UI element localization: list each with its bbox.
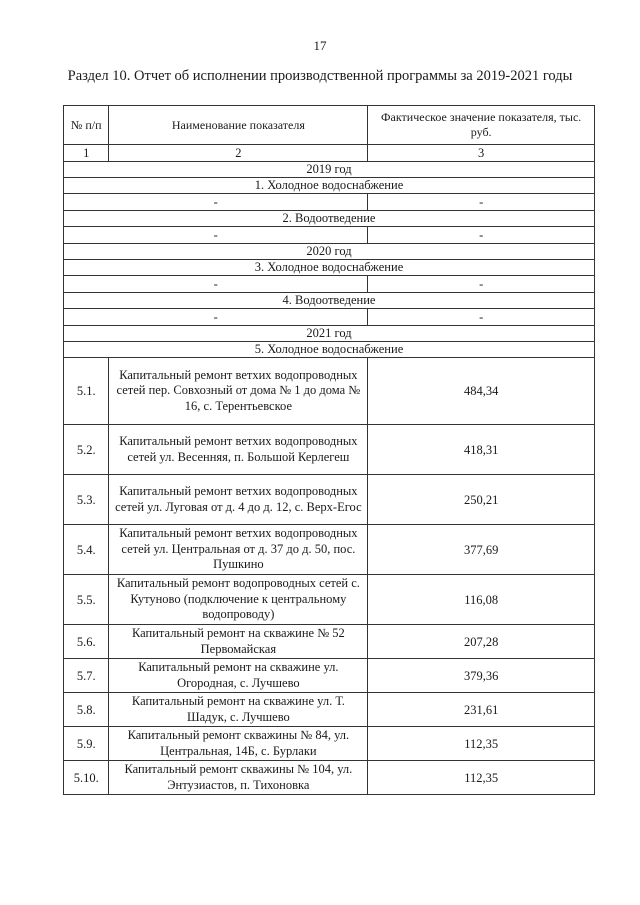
item-value: 250,21 <box>368 475 595 525</box>
table-cell: - <box>64 309 368 326</box>
table-row <box>64 309 595 326</box>
table-row <box>64 625 595 659</box>
item-name: Капитальный ремонт на скважине № 52 Первомайская <box>109 625 368 659</box>
item-name: Капитальный ремонт скважины № 84, ул. Центральная, 14Б, с. Бурлаки <box>109 727 368 761</box>
column-number-row <box>64 145 595 162</box>
item-value: 484,34 <box>368 358 595 425</box>
year-label: 2020 год <box>64 244 595 260</box>
table-cell: - <box>368 309 595 326</box>
year-label: 2019 год <box>64 162 595 178</box>
year-row <box>64 162 595 178</box>
table-row <box>64 575 595 625</box>
item-number: 5.8. <box>64 693 109 727</box>
header-number: № п/п <box>64 106 109 145</box>
item-value: 207,28 <box>368 625 595 659</box>
item-number: 5.2. <box>64 425 109 475</box>
item-name: Капитальный ремонт водопроводных сетей с. Кутуново (подключение к центральному водопроводу) <box>109 575 368 625</box>
item-name: Капитальный ремонт ветхих водопроводных сетей ул. Луговая от д. 4 до д. 12, с. Верх-Егос <box>109 475 368 525</box>
item-name: Капитальный ремонт на скважине ул. Т. Шадук, с. Лучшево <box>109 693 368 727</box>
section-label: 4. Водоотведение <box>64 293 595 309</box>
item-number: 5.1. <box>64 358 109 425</box>
table-row <box>64 727 595 761</box>
section-label: 3. Холодное водоснабжение <box>64 260 595 276</box>
item-value: 231,61 <box>368 693 595 727</box>
table-cell: - <box>64 227 368 244</box>
table-row <box>64 425 595 475</box>
header-value: Фактическое значение показателя, тыс. руб. <box>368 106 595 145</box>
year-row <box>64 244 595 260</box>
page-number: 17 <box>313 38 327 53</box>
table-cell: - <box>368 276 595 293</box>
item-value: 418,31 <box>368 425 595 475</box>
column-number: 1 <box>64 145 109 162</box>
table-cell: - <box>64 194 368 211</box>
section-label: 1. Холодное водоснабжение <box>64 178 595 194</box>
table-row <box>64 693 595 727</box>
column-number: 2 <box>109 145 368 162</box>
item-name: Капитальный ремонт ветхих водопроводных сетей ул. Весенняя, п. Большой Керлегеш <box>109 425 368 475</box>
section-label: 5. Холодное водоснабжение <box>64 342 595 358</box>
table-row <box>64 227 595 244</box>
table-row <box>64 475 595 525</box>
item-value: 377,69 <box>368 525 595 575</box>
year-row <box>64 326 595 342</box>
item-value: 112,35 <box>368 727 595 761</box>
section-title: Раздел 10. Отчет об исполнении производственной программы за 2019-2021 годы <box>67 68 573 84</box>
section-row <box>64 293 595 309</box>
item-number: 5.3. <box>64 475 109 525</box>
table-cell: - <box>64 276 368 293</box>
year-label: 2021 год <box>64 326 595 342</box>
section-row <box>64 342 595 358</box>
item-number: 5.7. <box>64 659 109 693</box>
item-number: 5.9. <box>64 727 109 761</box>
table-row <box>64 525 595 575</box>
table-cell: - <box>368 194 595 211</box>
table-row <box>64 276 595 293</box>
item-number: 5.10. <box>64 761 109 795</box>
section-label: 2. Водоотведение <box>64 211 595 227</box>
item-value: 116,08 <box>368 575 595 625</box>
item-number: 5.5. <box>64 575 109 625</box>
item-number: 5.4. <box>64 525 109 575</box>
section-row <box>64 178 595 194</box>
table-row <box>64 194 595 211</box>
section-row <box>64 260 595 276</box>
table-row <box>64 358 595 425</box>
item-value: 112,35 <box>368 761 595 795</box>
item-value: 379,36 <box>368 659 595 693</box>
item-name: Капитальный ремонт ветхих водопроводных сетей пер. Совхозный от дома № 1 до дома № 16, с. Терентьевское <box>109 358 368 425</box>
section-row <box>64 211 595 227</box>
table-header-row <box>64 106 595 145</box>
item-name: Капитальный ремонт ветхих водопроводных сетей ул. Центральная от д. 37 до д. 50, пос. Пушкино <box>109 525 368 575</box>
report-table <box>63 105 595 795</box>
item-name: Капитальный ремонт скважины № 104, ул. Энтузиастов, п. Тихоновка <box>109 761 368 795</box>
column-number: 3 <box>368 145 595 162</box>
table-row <box>64 659 595 693</box>
table-row <box>64 761 595 795</box>
item-number: 5.6. <box>64 625 109 659</box>
header-name: Наименование показателя <box>109 106 368 145</box>
table-cell: - <box>368 227 595 244</box>
item-name: Капитальный ремонт на скважине ул. Огородная, с. Лучшево <box>109 659 368 693</box>
